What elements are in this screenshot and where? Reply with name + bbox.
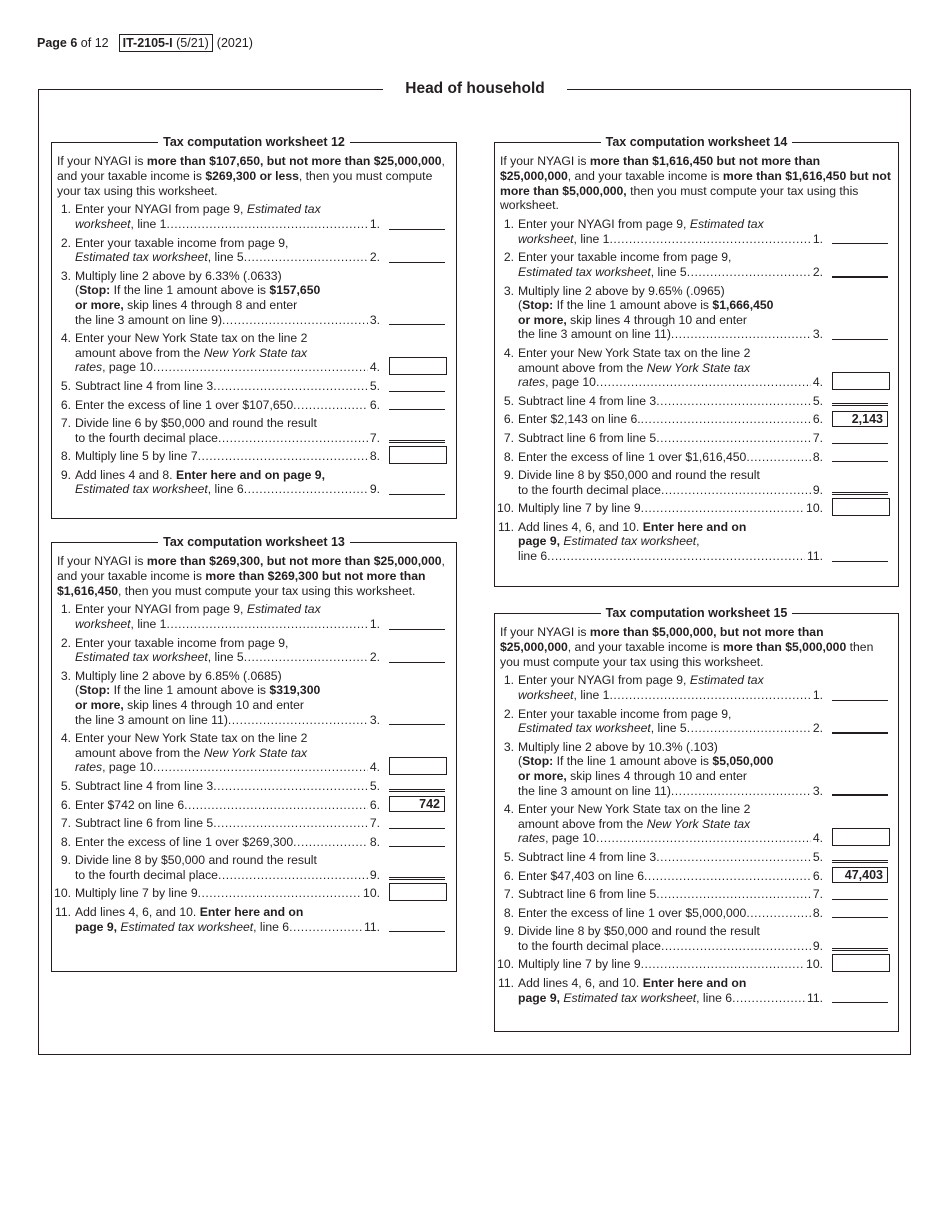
ws14-line-8: 8. Enter the excess of line 1 over $1,616,450 ..... 8.: [495, 450, 898, 465]
ws12-line-3: 3. Multiply line 2 above by 6.33% (.0633) (Stop: If the line 1 amount above is $157,650 or more, skip lines 4 through 8 and enter the line 3 amount on line 9) ..... 3.: [52, 269, 456, 327]
worksheet-13-intro: If your NYAGI is more than $269,300, but not more than $25,000,000, and your taxable income is more than $269,300 but not more than $1,616,450, then you must compute your tax using this worksheet.: [57, 554, 445, 598]
ws14-line-5-entry[interactable]: [832, 403, 888, 406]
ws13-line-3-entry[interactable]: [389, 724, 445, 725]
worksheet-13-title: Tax computation worksheet 13: [158, 535, 350, 549]
tax-year: (2021): [216, 36, 253, 50]
ws13-line-4: 4. Enter your New York State tax on the line 2 amount above from the New York State tax rates, page 10 ..... 4.: [52, 731, 456, 775]
worksheet-14-title: Tax computation worksheet 14: [601, 135, 793, 149]
ws15-line-10-entry[interactable]: [832, 954, 890, 972]
ws15-line-6-value: 47,403: [832, 867, 888, 883]
ws15-line-5-entry[interactable]: [832, 860, 888, 863]
ws15-line-5: 5. Subtract line 4 from line 3 ..... 5.: [495, 850, 898, 865]
ws14-line-6: 6. Enter $2,143 on line 6. ..... 6. 2,143: [495, 412, 898, 427]
ws15-line-6: 6. Enter $47,403 on line 6 ..... 6. 47,403: [495, 869, 898, 884]
ws12-line-1-entry[interactable]: [389, 229, 445, 230]
worksheet-14: [494, 135, 899, 587]
ws14-line-7-entry[interactable]: [832, 443, 888, 444]
ws15-line-4-entry[interactable]: [832, 828, 890, 846]
ws12-line-9: 9. Add lines 4 and 8. Enter here and on page 9, Estimated tax worksheet, line 6 ..... 9.: [52, 468, 456, 497]
ws14-line-8-entry[interactable]: [832, 461, 888, 462]
ws15-line-3: 3. Multiply line 2 above by 10.3% (.103) (Stop: If the line 1 amount above is $5,050,000 or more, skip lines 4 through 10 and enter the line 3 amount on line 11) ..... 3.: [495, 740, 898, 798]
ws15-line-2-entry[interactable]: [832, 732, 888, 734]
ws14-line-5: 5. Subtract line 4 from line 3 ..... 5.: [495, 394, 898, 409]
ws12-line-8: 8. Multiply line 5 by line 7 ..... 8.: [52, 449, 456, 464]
worksheet-15-title: Tax computation worksheet 15: [601, 606, 793, 620]
ws12-line-4-entry[interactable]: [389, 357, 447, 375]
form-id-box: [119, 34, 213, 52]
ws15-line-10: 10. Multiply line 7 by line 9 ..... 10.: [495, 957, 898, 972]
ws13-line-3: 3. Multiply line 2 above by 6.85% (.0685) (Stop: If the line 1 amount above is $319,300 or more, skip lines 4 through 10 and enter the line 3 amount on line 11) ..... 3.: [52, 669, 456, 727]
ws14-line-4: 4. Enter your New York State tax on the line 2 amount above from the New York State tax rates, page 10 ..... 4.: [495, 346, 898, 390]
ws12-line-8-entry[interactable]: [389, 446, 447, 464]
ws13-line-8-entry[interactable]: [389, 846, 445, 847]
ws13-line-5-entry[interactable]: [389, 789, 445, 792]
ws13-line-11: 11. Add lines 4, 6, and 10. Enter here and on page 9, Estimated tax worksheet, line 6 ..... 11.: [52, 905, 456, 934]
ws15-line-7-entry[interactable]: [832, 899, 888, 900]
page-total: of 12: [80, 36, 109, 50]
worksheet-14-intro: If your NYAGI is more than $1,616,450 but not more than $25,000,000, and your taxable income is more than $1,616,450 but not more than $5,000,000, then you must compute your tax using this worksheet.: [500, 154, 891, 213]
ws12-line-5-entry[interactable]: [389, 391, 445, 392]
section-title: Head of household: [383, 79, 567, 99]
ws13-line-10: 10. Multiply line 7 by line 9 ..... 10.: [52, 886, 456, 901]
page-number: Page 6: [37, 36, 78, 50]
ws14-line-9: 9. Divide line 8 by $50,000 and round the result to the fourth decimal place ..... 9.: [495, 468, 898, 497]
ws14-line-3-entry[interactable]: [832, 339, 888, 340]
ws14-line-1: 1. Enter your NYAGI from page 9, Estimated tax worksheet, line 1 ..... 1.: [495, 217, 898, 246]
worksheet-13: [51, 535, 457, 972]
ws14-line-10: 10. Multiply line 7 by line 9 ..... 10.: [495, 501, 898, 516]
ws13-line-6-value: 742: [389, 796, 445, 812]
worksheet-12-intro: If your NYAGI is more than $107,650, but not more than $25,000,000, and your taxable income is $269,300 or less, then you must compute your tax using this worksheet.: [57, 154, 445, 198]
ws12-line-3-entry[interactable]: [389, 324, 445, 325]
worksheet-15-intro: If your NYAGI is more than $5,000,000, but not more than $25,000,000, and your taxable income is more than $5,000,000 then you must compute your tax using this worksheet.: [500, 625, 874, 669]
ws13-line-2-entry[interactable]: [389, 662, 445, 663]
ws15-line-11: 11. Add lines 4, 6, and 10. Enter here and on page 9, Estimated tax worksheet, line 6 ..... 11.: [495, 976, 898, 1005]
ws14-line-4-entry[interactable]: [832, 372, 890, 390]
ws12-line-7-entry[interactable]: [389, 440, 445, 443]
ws12-line-6-entry[interactable]: [389, 409, 445, 410]
page-header: [37, 34, 253, 52]
ws15-line-8: 8. Enter the excess of line 1 over $5,000,000 ..... 8.: [495, 906, 898, 921]
ws13-line-1: 1. Enter your NYAGI from page 9, Estimated tax worksheet, line 1 ..... 1.: [52, 602, 456, 631]
ws15-line-9: 9. Divide line 8 by $50,000 and round the result to the fourth decimal place ..... 9.: [495, 924, 898, 953]
ws14-line-9-entry[interactable]: [832, 492, 888, 495]
worksheet-12-title: Tax computation worksheet 12: [158, 135, 350, 149]
ws15-line-3-entry[interactable]: [832, 794, 888, 796]
ws13-line-2: 2. Enter your taxable income from page 9, Estimated tax worksheet, line 5 ..... 2.: [52, 636, 456, 665]
ws13-line-8: 8. Enter the excess of line 1 over $269,300 ..... 8.: [52, 835, 456, 850]
ws14-line-6-value: 2,143: [832, 411, 888, 427]
ws14-line-7: 7. Subtract line 6 from line 5 ..... 7.: [495, 431, 898, 446]
ws13-line-6: 6. Enter $742 on line 6 ..... 6. 742: [52, 798, 456, 813]
ws15-line-8-entry[interactable]: [832, 917, 888, 918]
form-id: IT-2105-I: [122, 36, 173, 50]
ws12-line-6: 6. Enter the excess of line 1 over $107,650 ..... 6.: [52, 398, 456, 413]
ws15-line-11-entry[interactable]: [832, 1002, 888, 1003]
ws14-line-2-entry[interactable]: [832, 276, 888, 278]
ws12-line-2: 2. Enter your taxable income from page 9, Estimated tax worksheet, line 5 ..... 2.: [52, 236, 456, 265]
ws13-line-9: 9. Divide line 8 by $50,000 and round the result to the fourth decimal place ..... 9.: [52, 853, 456, 882]
ws15-line-1: 1. Enter your NYAGI from page 9, Estimated tax worksheet, line 1 ..... 1.: [495, 673, 898, 702]
ws15-line-2: 2. Enter your taxable income from page 9, Estimated tax worksheet, line 5 ..... 2.: [495, 707, 898, 736]
ws13-line-10-entry[interactable]: [389, 883, 447, 901]
ws14-line-2: 2. Enter your taxable income from page 9, Estimated tax worksheet, line 5 ..... 2.: [495, 250, 898, 279]
ws14-line-3: 3. Multiply line 2 above by 9.65% (.0965) (Stop: If the line 1 amount above is $1,666,450 or more, skip lines 4 through 10 and enter the line 3 amount on line 11) ..... 3.: [495, 284, 898, 342]
ws14-line-10-entry[interactable]: [832, 498, 890, 516]
ws12-line-4: 4. Enter your New York State tax on the line 2 amount above from the New York State tax rates, page 10 ..... 4.: [52, 331, 456, 375]
ws15-line-9-entry[interactable]: [832, 948, 888, 951]
ws12-line-5: 5. Subtract line 4 from line 3 ..... 5.: [52, 379, 456, 394]
ws13-line-1-entry[interactable]: [389, 629, 445, 630]
form-revision: (5/21): [176, 36, 209, 50]
ws13-line-5: 5. Subtract line 4 from line 3 ..... 5.: [52, 779, 456, 794]
ws13-line-7-entry[interactable]: [389, 828, 445, 829]
ws13-line-9-entry[interactable]: [389, 877, 445, 880]
ws15-line-4: 4. Enter your New York State tax on the line 2 amount above from the New York State tax rates, page 10 ..... 4.: [495, 802, 898, 846]
ws13-line-7: 7. Subtract line 6 from line 5 ..... 7.: [52, 816, 456, 831]
ws14-line-1-entry[interactable]: [832, 243, 888, 244]
ws12-line-7: 7. Divide line 6 by $50,000 and round the result to the fourth decimal place ..... 7.: [52, 416, 456, 445]
ws14-line-11-entry[interactable]: [832, 561, 888, 562]
ws15-line-7: 7. Subtract line 6 from line 5 ..... 7.: [495, 887, 898, 902]
ws15-line-1-entry[interactable]: [832, 700, 888, 701]
ws14-line-11: 11. Add lines 4, 6, and 10. Enter here and on page 9, Estimated tax worksheet, line 6 ..... 11.: [495, 520, 898, 564]
ws12-line-9-entry[interactable]: [389, 494, 445, 495]
worksheet-12: [51, 135, 457, 519]
ws13-line-11-entry[interactable]: [389, 931, 445, 932]
ws13-line-4-entry[interactable]: [389, 757, 447, 775]
worksheet-15: [494, 606, 899, 1032]
ws12-line-2-entry[interactable]: [389, 262, 445, 263]
ws12-line-1: 1. Enter your NYAGI from page 9, Estimated tax worksheet, line 1 ..... 1.: [52, 202, 456, 231]
